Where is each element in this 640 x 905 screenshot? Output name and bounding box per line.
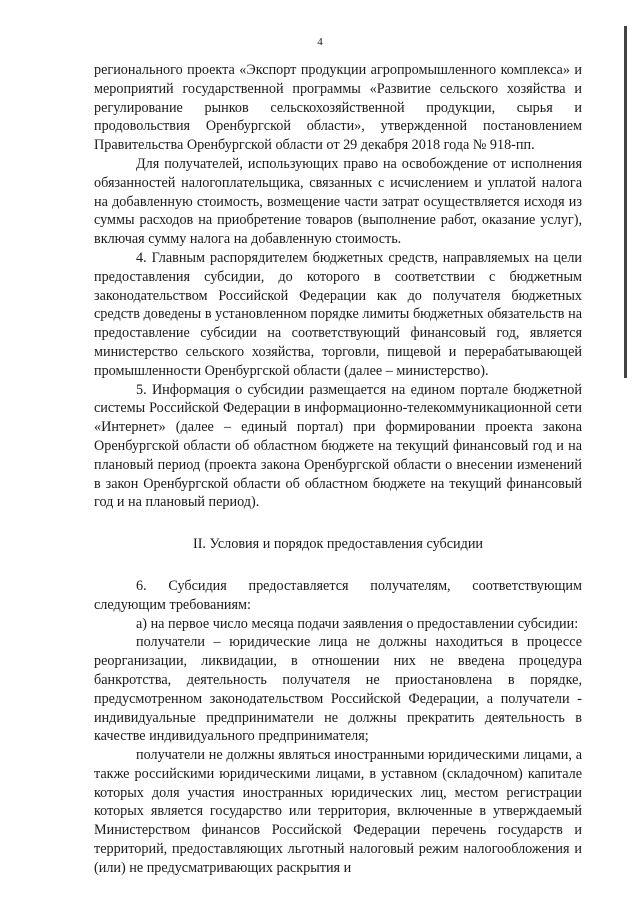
paragraph-6-requirements: 6. Субсидия предоставляется получателям, соответствующим следующим требованиям:: [94, 577, 582, 613]
paragraph-reorganization: получатели – юридические лица не должны находиться в процессе реорганизации, ликвидации, в отношении них не введена процедура банкротства, деятельность получателя не приостановлена в порядке, предусмотренном законодательством Российской Федерации, а получатели - индивидуальные предприниматели не должны прекратить деятельность в качестве индивидуального предпринимателя;: [94, 634, 582, 745]
paragraph-vat-exemption: Для получателей, использующих право на освобождение от исполнения обязанностей налогоплательщика, связанных с исчислением и уплатой налога на добавленную стоимость, возмещение части затрат осуществляется исходя из суммы расходов на приобретение товаров (выполнение работ, оказание услуг), включая сумму налога на добавленную стоимость.: [94, 155, 582, 248]
paragraph-4-budget-manager: 4. Главным распорядителем бюджетных средств, направляемых на цели предоставления субсидии, до которого в соответствии с бюджетным законодательством Российской Федерации как до получателя бюджетных средств доведены в установленном порядке лимиты бюджетных обязательств на предоставление субсидии на соответствующий финансовый год, является министерство сельского хозяйства, торговли, пищевой и перерабатывающей промышленности Оренбургской области (далее – министерство).: [94, 249, 582, 379]
paragraph-project-continuation: регионального проекта «Экспорт продукции агропромышленного комплекса» и мероприятий государственной программы «Развитие сельского хозяйства и регулирование рынков сельскохозяйственной продукции, сырья и продовольствия Оренбургской области», утвержденной постановлением Правительства Оренбургской области от 29 декабря 2018 года № 918-пп.: [94, 62, 582, 154]
paragraph-5-subsidy-information: 5. Информация о субсидии размещается на едином портале бюджетной системы Российской Федерации в информационно-телекоммуникационной сети «Интернет» (далее – единый портал) при формировании проекта закона Оренбургской области об областном бюджете на текущий финансовый год и на плановый период (проекта закона Оренбургской области о внесении изменений в закон Оренбургской области об областном бюджете на текущий финансовый год и на плановый период).: [94, 381, 582, 511]
paragraph-foreign-entities: получатели не должны являться иностранными юридическими лицами, а также российскими юридическими лицами, в уставном (складочном) капитале которых доля участия иностранных юридических лиц, местом регистрации которых является государство или территория, включенные в утверждаемый Министерством финансов Российской Федерации перечень государств и территорий, предоставляющих льготный налоговый режим налогообложения и (или) не предусматривающих раскрытия и: [94, 747, 582, 876]
paragraph-6a: а) на первое число месяца подачи заявления о предоставлении субсидии:: [136, 615, 579, 632]
page-number: 4: [317, 36, 323, 48]
document-body: [94, 61, 582, 878]
section-heading: II. Условия и порядок предоставления субсидии: [192, 536, 484, 553]
scan-edge-line: [624, 26, 627, 378]
